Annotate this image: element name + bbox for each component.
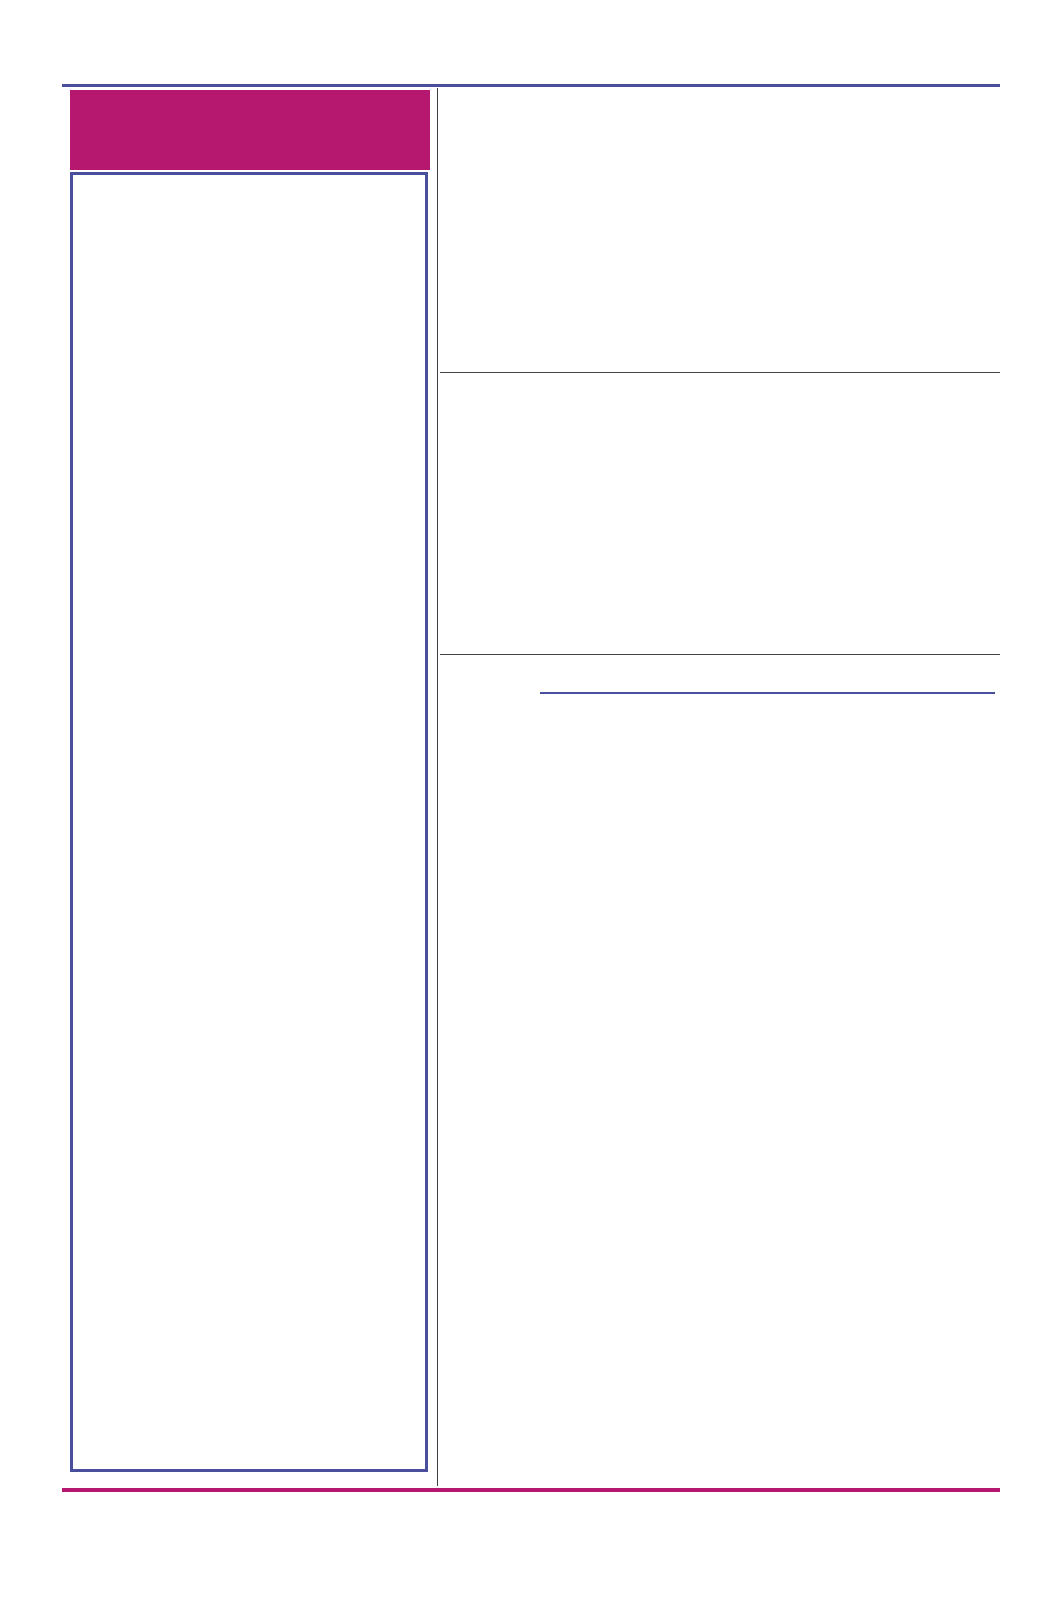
article-snakebite — [450, 98, 998, 368]
article-accident — [450, 382, 998, 652]
section-rule — [440, 372, 1000, 373]
masthead-banner — [70, 90, 430, 170]
column-divider — [437, 88, 438, 1486]
headline-underline — [540, 692, 995, 694]
section-rule — [440, 654, 1000, 655]
bottom-rule — [62, 1488, 1000, 1492]
page-folio — [62, 58, 1002, 84]
top-rule — [62, 84, 1000, 87]
article-ghoshalbari — [450, 664, 998, 1484]
editorial-box — [70, 172, 428, 1472]
